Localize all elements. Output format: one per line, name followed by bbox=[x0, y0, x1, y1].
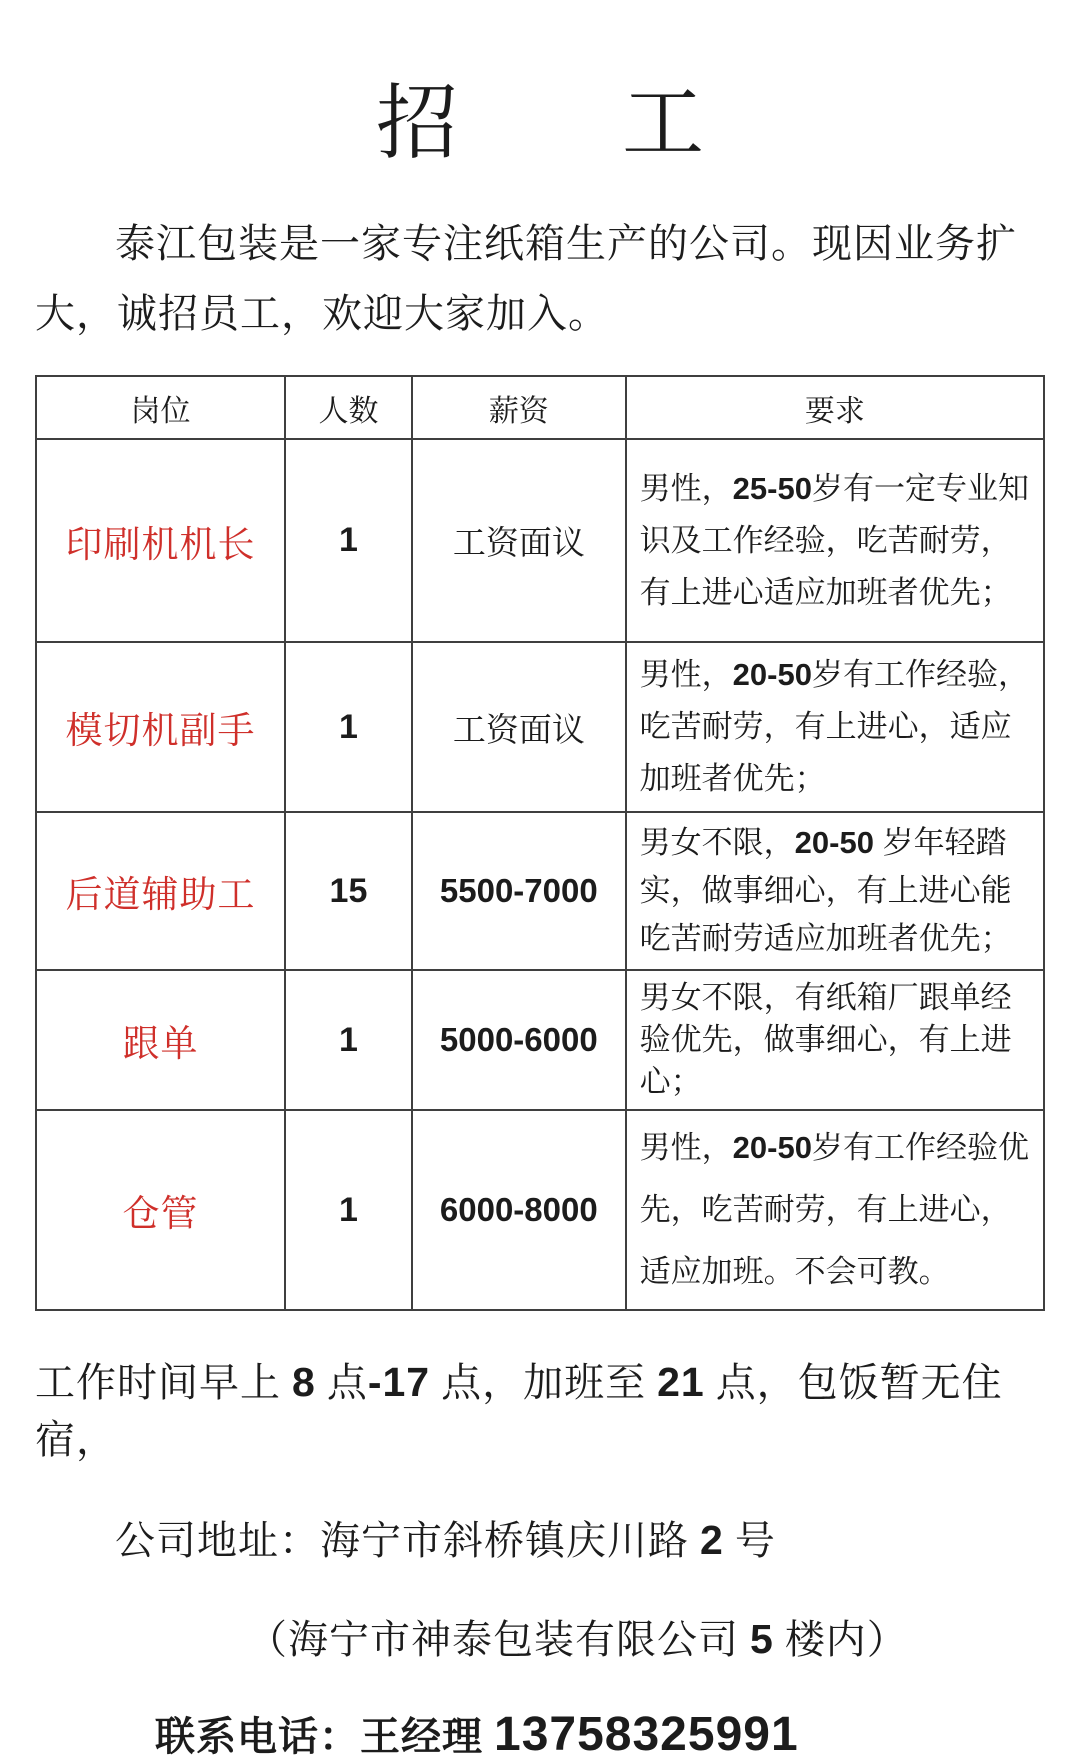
company-address-note bbox=[247, 1608, 1045, 1665]
text-segment: 男性， bbox=[639, 470, 733, 506]
count-cell: 1 bbox=[285, 642, 412, 812]
count-cell: 1 bbox=[285, 439, 412, 642]
table-body bbox=[36, 439, 1044, 1310]
table-row bbox=[36, 812, 1044, 970]
header-requirements: 要求 bbox=[626, 376, 1044, 439]
text-segment: 岁有工作经验优先，吃苦耐劳，有上进心，适应加班。不会可教。 bbox=[639, 1130, 1029, 1289]
salary-cell bbox=[412, 439, 626, 642]
table-row bbox=[36, 970, 1044, 1110]
text-segment: 男女不限， bbox=[639, 825, 795, 860]
bold-segment: 20-50 bbox=[732, 657, 812, 692]
bold-segment: -17 bbox=[367, 1359, 431, 1405]
bold-segment: 2 bbox=[700, 1517, 724, 1563]
position-cell: 后道辅助工 bbox=[36, 812, 285, 970]
table-row bbox=[36, 1110, 1044, 1310]
table-row bbox=[36, 642, 1044, 812]
footer bbox=[35, 1351, 1045, 1762]
bold-segment: 13758325991 bbox=[494, 1708, 799, 1761]
header-position: 岗位 bbox=[36, 376, 285, 439]
text-segment: 楼内） bbox=[773, 1617, 908, 1662]
bold-segment: 20-50 bbox=[794, 825, 874, 860]
table-row bbox=[36, 439, 1044, 642]
bold-segment: 6000-8000 bbox=[439, 1191, 598, 1228]
text-segment: 点，加班至 bbox=[430, 1360, 658, 1405]
work-time-line bbox=[35, 1351, 1045, 1465]
text-segment: 男女不限，有纸箱厂跟单经验优先，做事细心，有上进心； bbox=[639, 980, 1012, 1099]
count-cell: 1 bbox=[285, 1110, 412, 1310]
bold-segment: 5500-7000 bbox=[439, 872, 598, 909]
requirement-cell bbox=[626, 439, 1044, 642]
header-salary: 薪资 bbox=[412, 376, 626, 439]
bold-segment: 25-50 bbox=[732, 470, 812, 506]
text-segment: 岁有一定专业知识及工作经验，吃苦耐劳，有上进心适应加班者优先； bbox=[639, 470, 1029, 610]
count-cell: 15 bbox=[285, 812, 412, 970]
requirement-cell bbox=[626, 642, 1044, 812]
text-segment: 点，包饭暂无住宿， bbox=[35, 1360, 1003, 1462]
bold-segment: 21 bbox=[657, 1359, 705, 1405]
text-segment: 岁年轻踏实，做事细心，有上进心能吃苦耐劳适应加班者优先； bbox=[639, 825, 1012, 956]
text-segment: 男性， bbox=[639, 657, 733, 692]
salary-cell bbox=[412, 970, 626, 1110]
jobs-table-header bbox=[36, 376, 1044, 439]
position-cell: 跟单 bbox=[36, 970, 285, 1110]
text-segment: （海宁市神泰包装有限公司 bbox=[247, 1617, 750, 1662]
header-count: 人数 bbox=[285, 376, 412, 439]
contact-phone-line bbox=[155, 1705, 1045, 1762]
text-segment: 岁有工作经验，吃苦耐劳，有上进心，适应加班者优先； bbox=[639, 657, 1029, 796]
text-segment: 工作时间早上 bbox=[35, 1360, 292, 1405]
bold-segment: 20-50 bbox=[732, 1130, 812, 1165]
bold-segment: 5000-6000 bbox=[439, 1021, 598, 1058]
text-segment: 公司地址：海宁市斜桥镇庆川路 bbox=[115, 1518, 700, 1563]
page-title: 招 工 bbox=[375, 78, 704, 169]
jobs-table bbox=[35, 375, 1045, 1311]
salary-cell bbox=[412, 1110, 626, 1310]
requirement-cell bbox=[626, 1110, 1044, 1310]
bold-segment: 5 bbox=[750, 1616, 774, 1662]
header-row bbox=[36, 376, 1044, 439]
count-cell: 1 bbox=[285, 970, 412, 1110]
intro-paragraph: 泰江包装是一家专注纸箱生产的公司。现因业务扩大，诚招员工，欢迎大家加入。 bbox=[35, 221, 1017, 336]
text-segment: 点 bbox=[315, 1360, 368, 1405]
salary-cell bbox=[412, 642, 626, 812]
position-cell: 印刷机机长 bbox=[36, 439, 285, 642]
company-address-line bbox=[115, 1509, 1045, 1566]
text-segment: 工资面议 bbox=[452, 524, 585, 561]
text-segment: 联系电话：王经理 bbox=[155, 1714, 494, 1759]
text-segment: 男性， bbox=[639, 1130, 733, 1165]
position-cell: 仓管 bbox=[36, 1110, 285, 1310]
text-segment: 号 bbox=[723, 1518, 776, 1563]
position-cell: 模切机副手 bbox=[36, 642, 285, 812]
bold-segment: 8 bbox=[292, 1359, 316, 1405]
salary-cell bbox=[412, 812, 626, 970]
text-segment: 工资面议 bbox=[452, 710, 585, 748]
requirement-cell bbox=[626, 970, 1044, 1110]
requirement-cell bbox=[626, 812, 1044, 970]
